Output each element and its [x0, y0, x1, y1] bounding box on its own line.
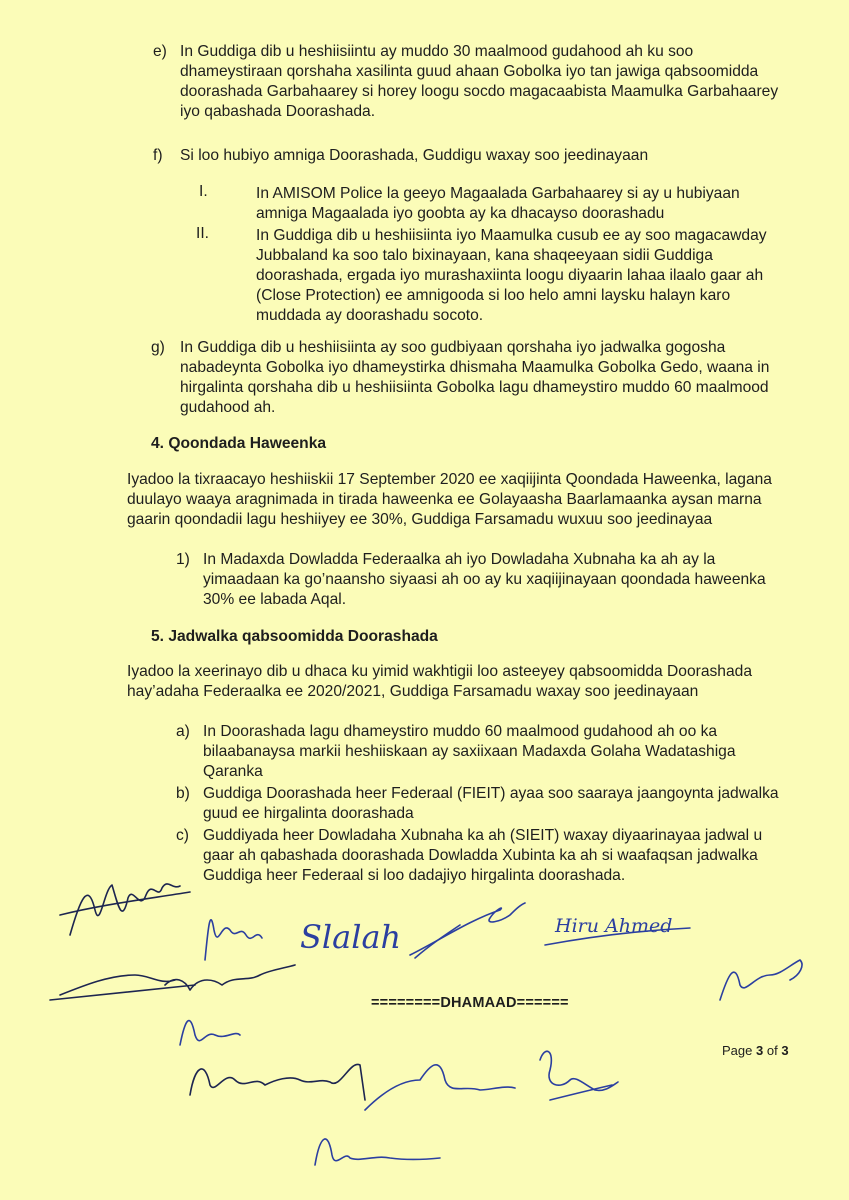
page-prefix: Page: [722, 1043, 753, 1058]
page-total: 3: [781, 1043, 789, 1058]
text-line: In Guddiga dib u heshiisiintu ay muddo 30 maalmood gudahood ah ku soo: [180, 43, 694, 60]
item-e-label: e): [153, 43, 167, 60]
signature-salah: Slalah: [300, 918, 402, 956]
signature-8: [720, 960, 802, 1000]
text-line: In Guddiga dib u heshiisiinta ay soo gudbiyaan qorshaha iyo jadwalka gogosha: [180, 339, 726, 356]
text-line: Iyadoo la xeerinayo dib u dhaca ku yimid wakhtigii loo asteeyey qabsoomidda Doorashada: [127, 663, 752, 680]
signature-1-underline: [60, 892, 190, 915]
text-line: Iyadoo la tixraacayo heshiiskii 17 September 2020 ee xaqiijinta Qoondada Haweenka, lagana: [127, 471, 772, 488]
text-line: Qaranka: [203, 763, 263, 780]
text-line: nabadeynta Gobolka iyo dhameystirka dhismaha Maamulka Gobolka Gedo, waana in: [180, 359, 770, 376]
signature-12: [540, 1051, 618, 1090]
text-line: In AMISOM Police la geeyo Magaalada Garbahaarey si ay u hubiyaan: [256, 185, 740, 202]
signature-13: [315, 1139, 440, 1165]
section-4-item-1-label: 1): [176, 551, 190, 568]
signature-4-flourish: [415, 925, 460, 958]
subitem-i-label: I.: [199, 183, 208, 200]
text-line: In Doorashada lagu dhameystiro muddo 60 maalmood gudahood ah oo ka: [203, 723, 718, 740]
text-line: Guddiga Doorashada heer Federaal (FIEIT) ayaa soo saaraya jaangoynta jadwalka: [203, 785, 779, 802]
text-line: Guddiyada heer Dowladaha Xubnaha ka ah (SIEIT) waxay diyaarinayaa jadwal u: [203, 827, 763, 844]
text-line: Jubbaland ka soo talo bixinayaan, kana shaqeeyaan sidii Guddiga: [256, 247, 713, 264]
section-5-item-a-label: a): [176, 723, 190, 740]
text-line: guud ee hirgalinta doorashada: [203, 805, 414, 822]
item-f-text: Si loo hubiyo amniga Doorashada, Guddigu waxay soo jeedinayaan: [180, 147, 649, 164]
text-line: dhameystiraan qorshaha xasilinta guud ahaan Gobolka iyo tan jawiga qabsoomidda: [180, 63, 759, 80]
signature-10: [190, 1064, 365, 1100]
page-of: of: [766, 1043, 778, 1058]
text-line: In Madaxda Dowladda Federaalka ah iyo Dowladaha Xubnaha ka ah ay la: [203, 551, 716, 568]
text-line: hay’adaha Federaalka ee 2020/2021, Guddiga Farsamadu waxay soo jeedinayaan: [127, 683, 699, 700]
text-line: hirgalinta qorshaha dib u heshiisiinta Gobolka lagu dhameystiro muddo 60 maalmood: [180, 379, 769, 396]
signature-hirsi: Hiru Ahmed: [555, 915, 673, 937]
text-line: bilaabanaysa markii heshiiskaan ay saxiixaan Madaxda Golaha Wadatashiga: [203, 743, 736, 760]
section-5-item-b-label: b): [176, 785, 190, 802]
text-line: doorashada, ergada iyo murashaxiinta loogu diyaarin lahaa ilaalo gaar ah: [256, 267, 764, 284]
text-line: (Close Protection) ee amnigooda si loo helo amni laysku halayn karo: [256, 287, 731, 304]
text-line: muddada ay doorashadu socoto.: [256, 307, 484, 324]
signature-6: [50, 975, 195, 1000]
text-line: gaarin qoondadii lagu heshiiyey ee 30%, Guddiga Farsamadu wuxuu soo jeedinayaa: [127, 511, 713, 528]
text-line: Guddiga heer Federaal si loo dadajiyo hirgalinta doorashada.: [203, 867, 626, 884]
text-line: gudahood ah.: [180, 399, 276, 416]
text-line: yimaadaan ka go’naansho siyaasi ah oo ay ku xaqiijinayaan qoondada haweenka: [203, 571, 766, 588]
signature-2: [205, 920, 262, 960]
signature-9: [180, 1021, 240, 1045]
section-4-heading: 4. Qoondada Haweenka: [151, 435, 327, 452]
item-f-label: f): [153, 147, 163, 164]
text-line: doorashada Garbahaarey si horey loogu socdo magacaabista Maamulka Garbahaarey: [180, 83, 779, 100]
end-marker: ========DHAMAAD======: [371, 995, 569, 1011]
text-line: duulayo waaya aragnimada in tirada haweenka ee Golayaasha Baarlamaanka aysan marna: [127, 491, 762, 508]
item-g-label: g): [151, 339, 165, 356]
text-line: In Guddiga dib u heshiisiinta iyo Maamulka cusub ee ay soo magacawday: [256, 227, 767, 244]
text-line: iyo qabashada Doorashada.: [180, 103, 376, 120]
subitem-ii-label: II.: [196, 225, 209, 242]
text-line: gaar ah qabashada doorashada Dowladda Xubinta ka ah si waafaqsan jadwalka: [203, 847, 758, 864]
signature-11: [365, 1065, 515, 1110]
text-line: 30% ee labada Aqal.: [203, 591, 347, 608]
text-line: amniga Magaalada iyo goobta ay ka dhacayso doorashadu: [256, 205, 665, 222]
section-5-heading: 5. Jadwalka qabsoomidda Doorashada: [151, 628, 438, 645]
signature-12-underline: [550, 1085, 612, 1100]
section-5-item-c-label: c): [176, 827, 189, 844]
page-current: 3: [756, 1043, 764, 1058]
